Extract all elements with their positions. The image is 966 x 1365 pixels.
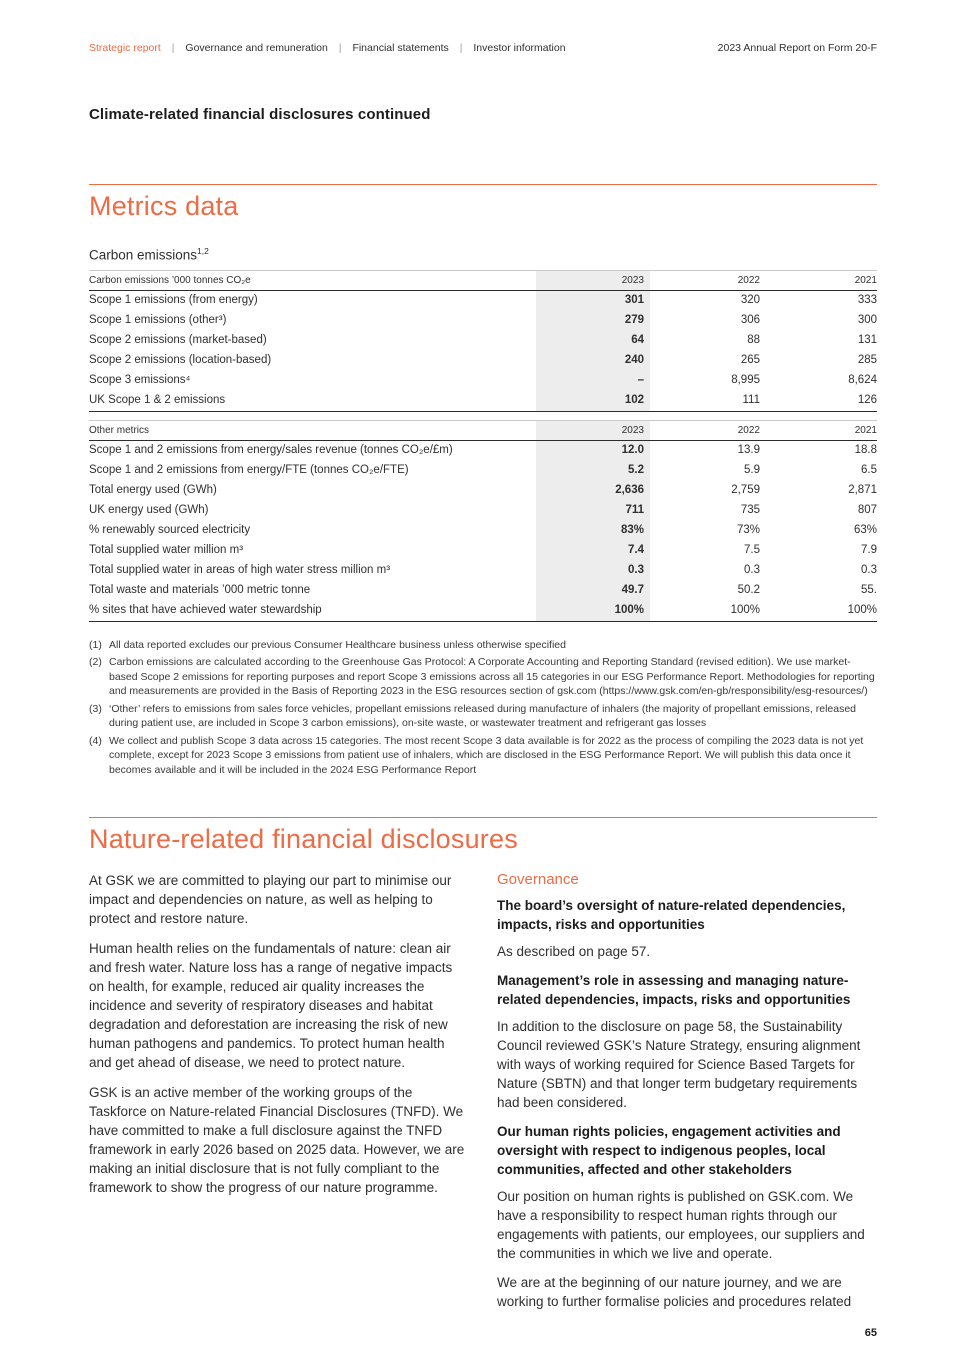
value-2023: 301 — [536, 290, 650, 311]
row-label: Total waste and materials ’000 metric tonne — [89, 584, 311, 596]
row-label: Scope 1 and 2 emissions from energy/FTE (tonnes CO₂e/FTE) — [89, 464, 409, 476]
value-2023: 12.0 — [536, 440, 650, 461]
value-2022: 735 — [740, 504, 760, 516]
column-header-2023: 2023 — [536, 270, 650, 290]
value-2022: 0.3 — [744, 564, 760, 576]
value-2021: 285 — [857, 354, 877, 366]
value-2021: 18.8 — [854, 444, 877, 456]
paragraph: GSK is an active member of the working groups of the Taskforce on Nature-related Financial Disclosures (TNFD). We have committed to make a full disclosure against the TNFD framework in early 2026 based on 2025 data. However, we are making an initial disclosure that is not fully compliant to the framework to show the progress of our nature programme. — [89, 1085, 465, 1195]
footnote-marker: (3) — [89, 702, 102, 715]
value-2023: 102 — [536, 391, 650, 412]
value-2023: 83% — [536, 521, 650, 541]
row-label: Scope 2 emissions (market-based) — [89, 334, 267, 346]
row-label: Total supplied water in areas of high water stress million m³ — [89, 564, 391, 576]
paragraph: At GSK we are committed to playing our part to minimise our impact and dependencies on nature, as well as helping to protect and restore nature. — [89, 873, 452, 926]
column-header-2021: 2021 — [760, 270, 877, 290]
table-header-row — [89, 270, 877, 290]
value-2023: 5.2 — [536, 461, 650, 481]
column-header-label: Other metrics — [89, 420, 536, 440]
row-label: Total energy used (GWh) — [89, 484, 217, 496]
value-2022: 8,995 — [731, 374, 760, 386]
value-2022: 2,759 — [731, 484, 760, 496]
table-row — [89, 481, 877, 501]
table-row — [89, 391, 877, 412]
value-2023: 64 — [536, 331, 650, 351]
value-2023: 711 — [536, 501, 650, 521]
table-row — [89, 440, 877, 461]
paragraph: We are at the beginning of our nature journey, and we are working to further formalise policies and procedures related — [497, 1275, 852, 1309]
value-2021: 6.5 — [861, 464, 877, 476]
section-nav — [89, 42, 566, 54]
metrics-section — [89, 184, 877, 777]
value-2021: 807 — [857, 504, 877, 516]
column-header-label: Carbon emissions ’000 tonnes CO₂e — [89, 270, 536, 290]
value-2021: 2,871 — [848, 484, 877, 496]
table-row — [89, 371, 877, 391]
nav-governance-remuneration[interactable]: Governance and remuneration — [185, 42, 328, 54]
value-2021: 7.9 — [861, 544, 877, 556]
value-2022: 73% — [736, 524, 760, 536]
row-label: Scope 2 emissions (location-based) — [89, 354, 272, 366]
value-2022: 7.5 — [744, 544, 760, 556]
row-label: % sites that have achieved water stewardship — [89, 601, 536, 622]
value-2023: 0.3 — [536, 561, 650, 581]
table-row — [89, 501, 877, 521]
value-2023: 7.4 — [536, 541, 650, 561]
value-2022: 88 — [747, 334, 760, 346]
carbon-emissions-table-title — [89, 246, 877, 263]
top-navigation — [89, 0, 877, 54]
nature-section — [89, 817, 877, 1321]
value-2022: 265 — [740, 354, 760, 366]
nature-section-title: Nature-related financial disclosures — [89, 824, 518, 854]
value-2021: 63% — [853, 524, 877, 536]
nav-investor-information[interactable]: Investor information — [473, 42, 566, 54]
governance-column — [497, 871, 877, 1321]
value-2021: 55. — [861, 584, 877, 596]
carbon-emissions-label: Carbon emissions — [89, 247, 198, 263]
table-row — [89, 581, 877, 601]
value-2023: 2,636 — [536, 481, 650, 501]
value-2021: 8,624 — [848, 374, 877, 386]
footnote-marker: (1) — [89, 638, 102, 651]
value-2023: 49.7 — [536, 581, 650, 601]
table-row — [89, 541, 877, 561]
row-label: UK energy used (GWh) — [89, 504, 209, 516]
nav-separator: | — [171, 43, 175, 54]
page-heading: Climate-related financial disclosures continued — [89, 106, 431, 123]
row-label: % renewably sourced electricity — [89, 524, 251, 536]
value-2021: 131 — [857, 334, 877, 346]
value-2022: 100% — [650, 601, 760, 622]
column-header-2022: 2022 — [650, 270, 760, 290]
value-2021: 0.3 — [861, 564, 877, 576]
footnote-marker: (2) — [89, 656, 102, 668]
bold-subheading: Our human rights policies, engagement activities and oversight with respect to indigenous peoples, local communities, affected and other stakeholders — [497, 1124, 841, 1177]
bold-subheading: The board’s oversight of nature-related dependencies, impacts, risks and opportunities — [497, 898, 846, 932]
value-2023: 240 — [536, 351, 650, 371]
paragraph: As described on page 57. — [497, 944, 651, 959]
footnote-marker: (4) — [89, 734, 102, 747]
column-header-2023: 2023 — [536, 420, 650, 440]
value-2022: 306 — [740, 314, 760, 326]
section-divider-rule — [89, 184, 877, 185]
value-2023: – — [536, 371, 650, 391]
row-label: UK Scope 1 & 2 emissions — [89, 391, 536, 412]
table-row — [89, 461, 877, 481]
row-label: Scope 1 and 2 emissions from energy/sales revenue (tonnes CO₂e/£m) — [89, 444, 453, 456]
row-label: Scope 3 emissions⁴ — [89, 374, 191, 386]
table-header-row — [89, 420, 877, 440]
section-divider-rule — [89, 817, 877, 818]
value-2023: 279 — [536, 311, 650, 331]
footnotes — [89, 638, 877, 778]
footnote-reference: 1,2 — [197, 246, 209, 256]
row-label: Scope 1 emissions (other³) — [89, 314, 227, 326]
column-header-2022: 2022 — [650, 420, 760, 440]
row-label: Total supplied water million m³ — [89, 544, 244, 556]
footnote — [89, 655, 877, 699]
paragraph: In addition to the disclosure on page 58, the Sustainability Council reviewed GSK’s Nature Strategy, ensuring alignment with ways of working required for Science Based Targets for Nature (SBTN) and that longer term budgetary requirements had been considered. — [497, 1019, 861, 1110]
footnote — [89, 702, 877, 731]
value-2022: 111 — [650, 391, 760, 412]
carbon-emissions-table — [89, 270, 877, 412]
page-number: 65 — [864, 1327, 877, 1339]
table-row — [89, 331, 877, 351]
nav-separator: | — [338, 43, 342, 54]
value-2022: 5.9 — [744, 464, 760, 476]
paragraph: Human health relies on the fundamentals of nature: clean air and fresh water. Nature loss has a range of negative impacts on health, for example, reduced air quality increases the incidence and severity of respiratory diseases and habitat degradation and deforestation are increasing the risk of new human pathogens and pandemics. To protect human health and get ahead of disease, we need to protect nature. — [89, 941, 453, 1070]
table-row — [89, 561, 877, 581]
paragraph: Our position on human rights is published on GSK.com. We have a responsibility to respect human rights through our engagements with patients, our employees, our suppliers and the communities in which we live and operate. — [497, 1189, 865, 1261]
value-2021: 126 — [760, 391, 877, 412]
table-row — [89, 290, 877, 311]
row-label: Scope 1 emissions (from energy) — [89, 294, 258, 306]
footnote — [89, 638, 877, 653]
governance-subheading: Governance — [497, 871, 579, 888]
nav-strategic-report[interactable]: Strategic report — [89, 42, 161, 54]
table-row — [89, 351, 877, 371]
nature-intro-column — [89, 871, 466, 1321]
table-row — [89, 311, 877, 331]
value-2022: 50.2 — [737, 584, 760, 596]
value-2022: 13.9 — [737, 444, 760, 456]
bold-subheading: Management’s role in assessing and managing nature-related dependencies, impacts, risks and opportunities — [497, 973, 851, 1007]
value-2021: 300 — [857, 314, 877, 326]
footnote-text: All data reported excludes our previous Consumer Healthcare business unless otherwise specified — [109, 638, 566, 651]
metrics-section-title: Metrics data — [89, 191, 239, 221]
footnote-text: ‘Other’ refers to emissions from sales force vehicles, propellant emissions released during manufacture of inhalers (the majority of propellant emissions, released during patient use, are included in Scope 3 carbon emissions), on-site waste, or wastewater treatment and refrigerant gas losses — [109, 702, 857, 729]
table-row — [89, 601, 877, 622]
nav-separator: | — [459, 43, 463, 54]
nav-financial-statements[interactable]: Financial statements — [352, 42, 449, 54]
column-header-2021: 2021 — [760, 420, 877, 440]
two-column-layout — [89, 871, 877, 1321]
value-2021: 333 — [857, 294, 877, 306]
value-2022: 320 — [740, 294, 760, 306]
footnote-text: We collect and publish Scope 3 data across 15 categories. The most recent Scope 3 data available is for 2022 as the process of compiling the 2023 data is not yet complete, except for 2023 Scope 3 emissions from patient use of inhalers, which are disclosed in the ESG Performance Report. We will publish this data once it becomes available and it will be included in the 2024 ESG Performance Report — [109, 734, 864, 776]
footnote — [89, 734, 877, 778]
footnote-text: Carbon emissions are calculated according to the Greenhouse Gas Protocol: A Corporate Accounting and Reporting Standard (revised edition). We use market-based Scope 2 emissions for reporting purposes and report Scope 3 emissions across all 15 categories in our ESG Performance Report. Methodologies for reporting and measurements are provided in the Basis of Reporting 2023 in the ESG resources section of gsk.com (https://www.gsk.com/en-gb/responsibility/esg-resources/) — [109, 656, 875, 697]
value-2023: 100% — [536, 601, 650, 622]
table-row — [89, 521, 877, 541]
other-metrics-table — [89, 420, 877, 622]
value-2021: 100% — [760, 601, 877, 622]
report-title: 2023 Annual Report on Form 20-F — [717, 42, 877, 54]
